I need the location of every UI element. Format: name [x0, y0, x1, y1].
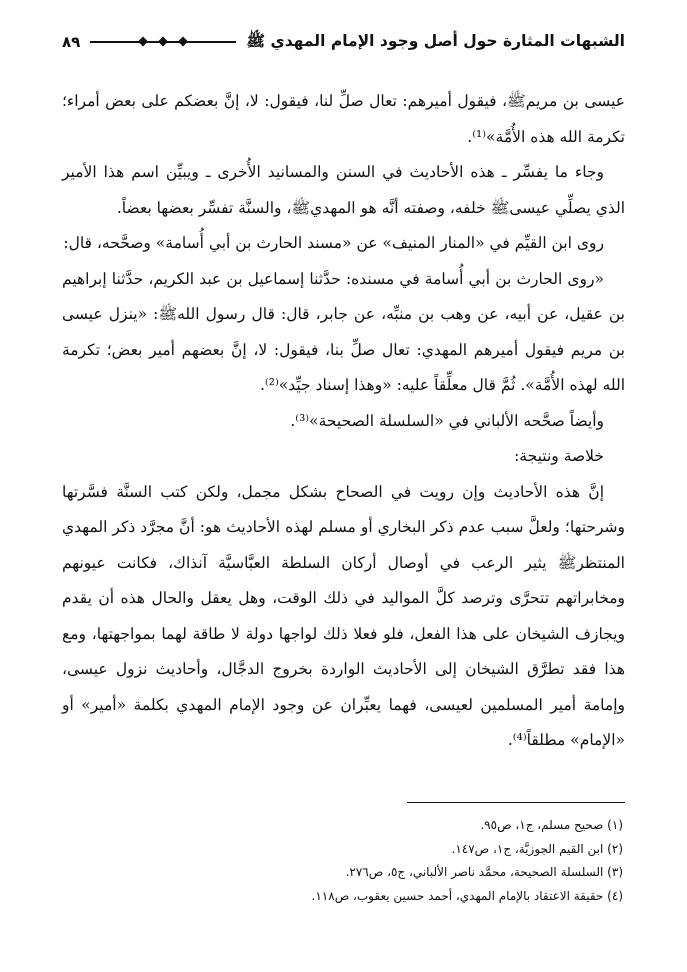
header-ornament-rule — [90, 37, 236, 47]
footnotes — [62, 814, 625, 908]
paragraph: وأيضاً صحَّحه الألباني في «السلسلة الصحيحة»⁽³⁾. — [290, 411, 604, 430]
footnote: (٤) حقيقة الاعتقاد بالإمام المهدي، أحمد حسين يعقوب، ص١١٨. — [311, 888, 623, 903]
diamond-icon — [158, 37, 168, 47]
footnote-separator — [407, 802, 625, 803]
paragraph: وجاء ما يفسِّر ـ هذه الأحاديث في السنن والمسانيد الأُخرى ـ ويبيِّن اسم هذا الأمير الذي يصلِّي عيسىﷺ خلفه، وصفته أنَّه هو المهديﷺ، والسنَّة تفسِّر بعضها بعضاً. — [62, 163, 625, 217]
footnote: (٣) السلسلة الصحيحة، محمَّد ناصر الألباني، ج٥، ص٢٧٦. — [345, 865, 623, 879]
running-title: الشبهات المثارة حول أصل وجود الإمام المهدي ﷺ — [246, 31, 625, 50]
main-text — [62, 84, 625, 759]
running-header — [62, 28, 625, 56]
paragraph: روى ابن القيِّم في «المنار المنيف» عن «مسند الحارث بن أبي أُسامة» وصحَّحه، قال: — [63, 234, 604, 252]
diamond-icon — [178, 37, 188, 47]
quotation-paragraph: «روى الحارث بن أبي أُسامة في مسنده: حدَّثنا إسماعيل بن عبد الكريم، حدَّثنا إبراهيم بن عقيل، عن أبيه، عن وهب بن منبِّه، عن جابر، قال: قال رسول اللهﷺ: «ينزل عيسى بن مريم فيقول أميرهم المهدي: تعال صلِّ بنا، فيقول: لا، إنَّ بعضهم أمير بعض؛ تكرمة الله لهذه الأُمَّة». ثُمَّ قال معلِّقاً عليه: «وهذا إسناد جيِّد»⁽²⁾. — [62, 269, 625, 394]
paragraph: عيسى بن مريمﷺ، فيقول أميرهم: تعال صلِّ لنا، فيقول: لا، إنَّ بعضكم على بعض أمراء؛ تكرمة الله هذه الأُمَّة»⁽¹⁾. — [62, 92, 625, 146]
footnote: (٢) ابن القيم الجوزيَّة، ج١، ص١٤٧. — [451, 841, 623, 856]
diamond-icon — [138, 37, 148, 47]
paragraph: إنَّ هذه الأحاديث وإن رويت في الصحاح بشكل مجمل، ولكن كتب السنَّة فسَّرتها وشرحتها؛ ولعلَّ سبب عدم ذكر البخاري أو مسلم لهذه الأحاديث هو: أنَّ مجرَّد ذكر المهدي المنتظرﷺ يثير الرعب في أوصال أركان السلطة العبَّاسيَّة آنذاك، فكانت عيونهم ومخابراتهم تتحرَّى وترصد كلَّ المواليد في ذلك الوقت، وهل يعقل والحال هذه أن يقدم ويجازف الشيخان على هذا الفعل، فلو فعلا ذلك لواجها دولة لا طاقة لهما بمواجهتها، ومع هذا فقد تطرَّق الشيخان إلى الأحاديث الواردة بخروج الدجَّال، وأحاديث نزول عيسى، وإمامة أمير المسلمين لعيسى، فهما يعبِّران عن وجود الإمام المهدي بكلمة «أمير» أو «الإمام» مطلقاً⁽⁴⁾. — [62, 482, 625, 749]
section-heading: خلاصة ونتيجة: — [514, 447, 604, 465]
footnote: (١) صحيح مسلم، ج١، ص٩٥. — [480, 818, 623, 832]
page-number: ٨٩ — [62, 33, 81, 51]
header-ornament-dots — [140, 37, 187, 45]
